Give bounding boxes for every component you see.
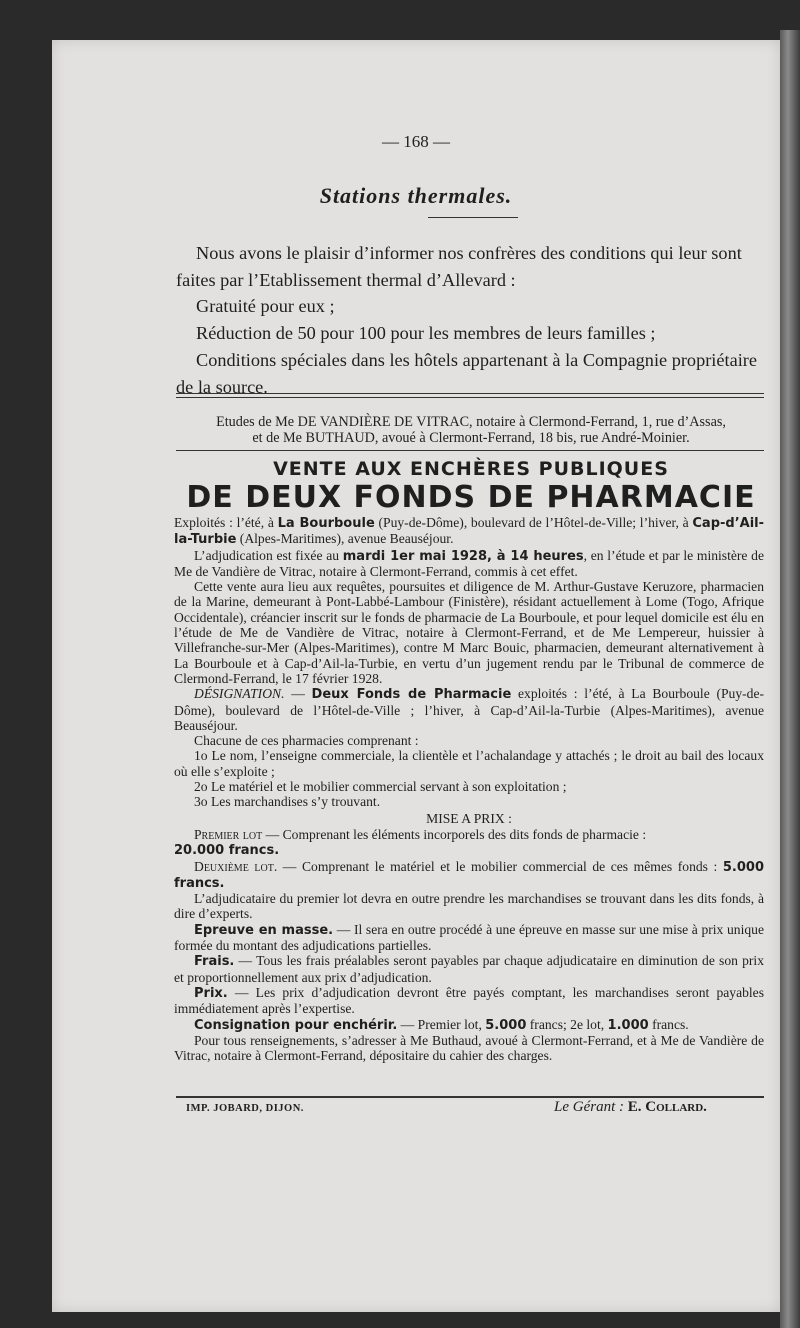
text: — [284,686,312,702]
intro-item-3: Conditions spéciales dans les hôtels appartenant à la Compagnie propriétaire de la source. [176,349,757,397]
intro-block [176,240,766,400]
chacune-paragraph: Chacune de ces pharmacies comprenant : [194,733,419,749]
text: francs; 2e lot, [526,1016,608,1032]
text: — Comprenant le matériel et le mobilier commercial de ces mêmes fonds : [277,858,723,874]
renseignements-paragraph: Pour tous renseignements, s’adresser à Me Buthaud, avoué à Clermont-Ferrand, et à Me de Vandière de Vitrac, notaire à Clermont-Ferrand, dépositaire du cahier des charges. [174,1032,764,1064]
lot-1-paragraph [174,827,764,859]
bold-text: La Bourboule [277,516,375,531]
text: — Il sera en outre procédé à une épreuve en masse sur une mise à prix unique formée du montant des adjudications partielles. [174,921,764,954]
intro-paragraph: Nous avons le plaisir d’informer nos confrères des conditions qui leur sont faites par l’Etablissement thermal d’Allevard : [176,243,742,290]
gerant-name: E. Collard. [627,1099,707,1115]
double-rule [176,393,764,398]
text: (Puy-de-Dôme), boulevard de l’Hôtel-de-Ville; l’hiver, à [374,515,693,530]
bold-text: Cap-d’Ail-la-Turbie [174,516,765,548]
frais-paragraph [174,953,764,985]
intro-item-2: Réduction de 50 pour 100 pour les membres de leurs familles ; [196,323,656,344]
bold-text: Epreuve en masse. [194,922,334,938]
lot-label: Deuxième lot. [194,858,278,874]
page-number: — 168 — [382,132,450,151]
bold-text: Frais. [194,954,235,970]
etudes-header [176,414,766,446]
text: francs. [648,1016,689,1032]
designation-paragraph [174,686,764,733]
title-rule [428,217,518,218]
text: exploités : l’été, à La Bourboule (Puy-de-Dôme), boulevard de l’Hôtel-de-Ville ; l’hiver, à Cap-d’Ail-la-Turbie (Alpes-Maritimes), avenue Beauséjour. [174,686,765,733]
notice-body [174,515,764,1063]
list-item-1: 1o Le nom, l’enseigne commerciale, la clientèle et l’achalandage y attachés ; le droit au bail des locaux où elle s’exploite ; [174,748,764,779]
italic-text: DÉSIGNATION. [194,686,285,702]
text: — Comprenant les éléments incorporels des dits fonds de pharmacie : [262,826,647,842]
exploites-paragraph [174,515,764,548]
section-title: Stations thermales. [319,183,513,208]
heading-vente: VENTE AUX ENCHÈRES PUBLIQUES [273,458,669,480]
lot-label: Premier lot [194,826,263,842]
list-item-2: 2o Le matériel et le mobilier commercial servant à son exploitation ; [194,779,567,795]
mise-a-prix: MISE A PRIX : [426,810,512,826]
lot-2-paragraph [174,859,764,892]
single-rule [176,450,764,451]
bold-text: 5.000 [485,1017,527,1033]
text: — Premier lot, [397,1016,486,1032]
gerant-signature [554,1099,707,1116]
printer-credit: IMP. JOBARD, DIJON. [186,1103,304,1114]
bold-text: 5.000 francs. [174,859,764,891]
bold-text: 1.000 [607,1017,649,1033]
epreuve-paragraph [174,922,764,954]
text: L’adjudication est fixée au [194,547,343,563]
book-edge [780,30,800,1328]
prix-paragraph [174,985,764,1017]
adjudicataire-paragraph: L’adjudicataire du premier lot devra en outre prendre les marchandises se trouvant dans les dits fonds, à dire d’experts. [174,891,764,922]
text: Exploités : l’été, à [174,515,278,530]
vente-paragraph: Cette vente aura lieu aux requêtes, poursuites et diligence de M. Arthur-Gustave Keruzore, pharmacien de la Marine, demeurant à Pont-Labbé-Lambour (Finistère), résidant actuellement à Lome (Togo, Afrique Occidentale), créancier inscrit sur le fonds de pharmacie de La Bourboule, et pour lequel domicile est élu en l’étude de Me de Vandière de Vitrac, notaire à Clermont-Ferrand, et de Me Lempereur, huissier à Villefranche-sur-Mer (Alpes-Maritimes), contre M Marc Bouic, pharmacien, demeurant alternativement à La Bourboule et à Cap-d’Ail-la-Turbie, en vertu d’un jugement rendu par le Tribunal de commerce de Clermond-Ferrand, le 17 février 1928. [174,579,764,686]
text: , en l’étude et par le ministère de Me de Vandière de Vitrac, notaire à Clermont-Ferrand, commis à cet effet. [174,547,764,579]
bold-text: Deux Fonds de Pharmacie [311,687,512,703]
consignation-paragraph [174,1017,764,1033]
gerant-label: Le Gérant : [554,1099,628,1115]
footer-rule [176,1096,764,1098]
bold-text: 20.000 francs. [174,843,280,859]
bold-text: Consignation pour enchérir. [194,1017,398,1033]
adjudication-paragraph [174,548,764,580]
text: (Alpes-Maritimes), avenue Beauséjour. [236,531,454,547]
bold-text: Prix. [194,985,228,1001]
heading-fonds: DE DEUX FONDS DE PHARMACIE [186,480,756,515]
etudes-line-2: et de Me BUTHAUD, avoué à Clermont-Ferrand, 18 bis, rue André-Moinier. [252,430,690,446]
bold-text: mardi 1er mai 1928, à 14 heures [342,548,584,564]
etudes-line-1: Etudes de Me DE VANDIÈRE DE VITRAC, notaire à Clermond-Ferrand, 1, rue d’Assas, [216,414,726,430]
intro-item-1: Gratuité pour eux ; [196,296,335,317]
text: — Les prix d’adjudication devront être payés comptant, les marchandises seront payables immédiatement après l’expertise. [174,984,764,1017]
text: — Tous les frais préalables seront payables par chaque adjudicataire en diminution de son prix et proportionnellement aux prix d’adjudication. [174,953,764,985]
list-item-3: 3o Les marchandises s’y trouvant. [194,794,381,810]
